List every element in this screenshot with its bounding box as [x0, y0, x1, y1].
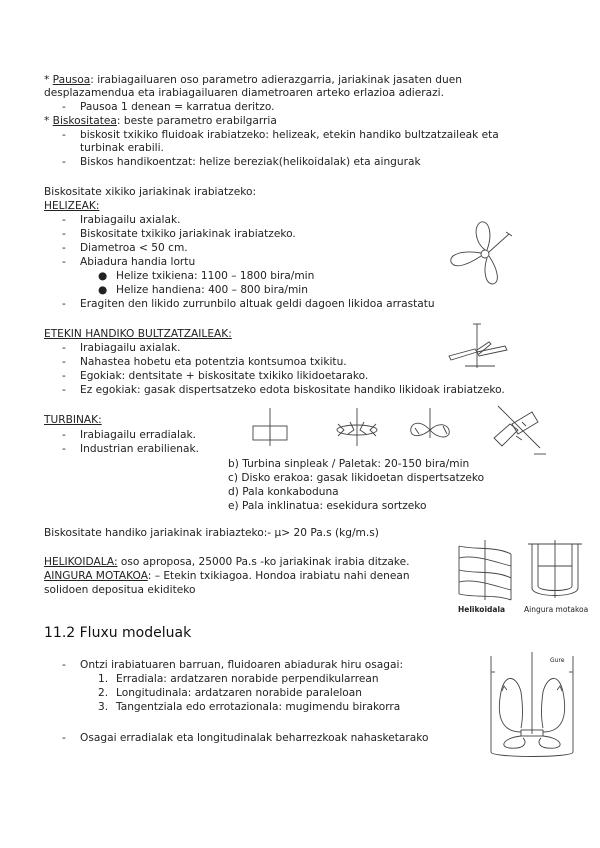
- helizeak-last: Eragiten den likido zurrunbilo altuak geldi dagoen likidoa arrastatu: [80, 298, 435, 310]
- speed-small: Helize txikiena: 1100 – 1800 bira/min: [116, 270, 315, 282]
- turbine-type: d) Pala konkaboduna: [228, 486, 339, 498]
- dash-marker: -: [62, 370, 66, 382]
- propeller-illustration: [445, 212, 525, 292]
- helizeak-item: Abiadura handia lortu: [80, 256, 196, 268]
- aingura-term: AINGURA MOTAKOA: [44, 570, 148, 582]
- helikoidala-line: [44, 556, 410, 569]
- turbine-type: c) Disko erakoa: gasak likidoetan dispertsatzeko: [228, 472, 485, 484]
- biskositatea-term: Biskositatea: [52, 115, 117, 127]
- turbine-type: e) Pala inklinatua: esekidura sortzeko: [228, 500, 427, 512]
- dash-marker: -: [62, 228, 66, 240]
- dash-marker: -: [62, 214, 66, 226]
- biskositatea-definition: : beste parametro erabilgarria: [116, 115, 277, 127]
- flow-figure-label: Gure: [550, 657, 565, 664]
- flow-pattern-tank-illustration: [487, 652, 577, 762]
- flow-component: Erradiala: ardatzaren norabide perpendikularrean: [116, 673, 379, 685]
- bullet-dot: ●: [98, 284, 108, 296]
- helizeak-heading: HELIZEAK:: [44, 200, 100, 212]
- pausoa-term: Pausoa: [52, 74, 91, 86]
- etekin-item: Irabiagailu axialak.: [80, 342, 181, 354]
- aingura-line-2: solidoen depositua ekiditeko: [44, 584, 196, 596]
- bullet-dot: ●: [98, 270, 108, 282]
- pausoa-note: Pausoa 1 denean = karratua deritzo.: [80, 101, 275, 113]
- turbinak-item: Irabiagailu erradialak.: [80, 429, 196, 441]
- helical-ribbon-illustration: [455, 540, 515, 602]
- speed-large: Helize handiena: 400 – 800 bira/min: [116, 284, 308, 296]
- helikoidala-term: HELIKOIDALA:: [44, 556, 118, 568]
- helikoidala-definition: oso aproposa, 25000 Pa.s -ko jariakinak irabia ditzake.: [117, 556, 410, 568]
- dash-marker: -: [62, 443, 66, 455]
- dash-marker: -: [62, 659, 66, 671]
- pausoa-definition: : irabiagailuaren oso parametro adierazgarria, jariakinak jasaten duen: [90, 74, 462, 86]
- flow-note: Osagai erradialak eta longitudinalak beharrezkoak nahasketarako: [80, 732, 429, 744]
- dash-marker: -: [62, 384, 66, 396]
- aingura-definition: : – Etekin txikiagoa. Hondoa irabiatu nahi denean: [147, 570, 410, 582]
- pausoa-line-2: desplazamenduа eta irabiagailuaren diametroaren arteko erlazioa adierazi.: [44, 87, 444, 99]
- dash-marker: -: [62, 242, 66, 254]
- list-number: 1.: [98, 673, 109, 685]
- dash-marker: -: [62, 256, 66, 268]
- flow-component: Tangentziala edo errotazionala: mugimendu birakorra: [116, 701, 401, 713]
- etekin-item: Egokiak: dentsitate + biskositate txikiko likidoetarako.: [80, 370, 369, 382]
- flow-intro: Ontzi irabiatuaren barruan, fluidoaren abiadurak hiru osagai:: [80, 659, 404, 671]
- turbine-flat-blade-illustration: [245, 408, 295, 448]
- list-number: 2.: [98, 687, 109, 699]
- biskositatea-high: Biskos handikoentzat: helize bereziak(helikoidalak) eta aingurak: [80, 156, 421, 168]
- impeller-illustration: [445, 322, 515, 372]
- dash-marker: -: [62, 732, 66, 744]
- dash-marker: -: [62, 356, 66, 368]
- helizeak-item: Irabiagailu axialak.: [80, 214, 181, 226]
- biskositatea-low-cont: turbinak erabili.: [80, 142, 164, 154]
- helizeak-item: Biskositate txikiko jariakinak irabiatzeko.: [80, 228, 296, 240]
- dash-marker: -: [62, 429, 66, 441]
- dash-marker: -: [62, 298, 66, 310]
- turbine-pitched-blade-illustration: [488, 402, 553, 458]
- turbinak-item: Industrian erabilienak.: [80, 443, 199, 455]
- etekin-item: Nahastea hobetu eta potentzia kontsumoa txikitu.: [80, 356, 347, 368]
- section-title: 11.2 Fluxu modeluak: [44, 625, 192, 641]
- flow-component: Longitudinala: ardatzaren norabide paraleloan: [116, 687, 362, 699]
- low-viscosity-intro: Biskositate xikiko jariakinak irabiatzeko:: [44, 186, 257, 198]
- etekin-item: Ez egokiak: gasak dispertsatzeko edota biskositate handiko likidoak irabiatzeko.: [80, 384, 505, 396]
- helikoidala-caption: Helikoidala: [458, 605, 506, 614]
- dash-marker: -: [62, 101, 66, 113]
- dash-marker: -: [62, 342, 66, 354]
- etekin-heading: ETEKIN HANDIKO BULTZATZAILEAK:: [44, 328, 232, 340]
- aingura-caption: Aingura motakoa: [524, 605, 589, 614]
- helizeak-item: Diametroa < 50 cm.: [80, 242, 188, 254]
- dash-marker: -: [62, 156, 66, 168]
- pausoa-line: * Pausoa: irabiagailuaren oso parametro adierazgarria, jariakinak jasaten duen: [44, 74, 462, 86]
- turbine-curved-blade-illustration: [405, 408, 455, 448]
- aingura-line: [44, 570, 410, 583]
- biskositatea-low: biskosit txikiko fluidoak irabiatzeko: helizeak, etekin handiko bultzatzaileak eta: [80, 129, 499, 141]
- list-number: 3.: [98, 701, 109, 713]
- dash-marker: -: [62, 129, 66, 141]
- turbine-disk-illustration: [330, 408, 385, 448]
- high-viscosity-intro: Biskositate handiko jariakinak irabiazteko:- µ> 20 Pa.s (kg/m.s): [44, 527, 379, 539]
- turbine-type: b) Turbina sinpleak / Paletak: 20-150 bira/min: [228, 458, 470, 470]
- turbinak-heading: TURBINAK:: [44, 414, 102, 426]
- biskositatea-line: * Biskositatea: beste parametro erabilgarria: [44, 115, 277, 127]
- anchor-agitator-illustration: [524, 540, 586, 602]
